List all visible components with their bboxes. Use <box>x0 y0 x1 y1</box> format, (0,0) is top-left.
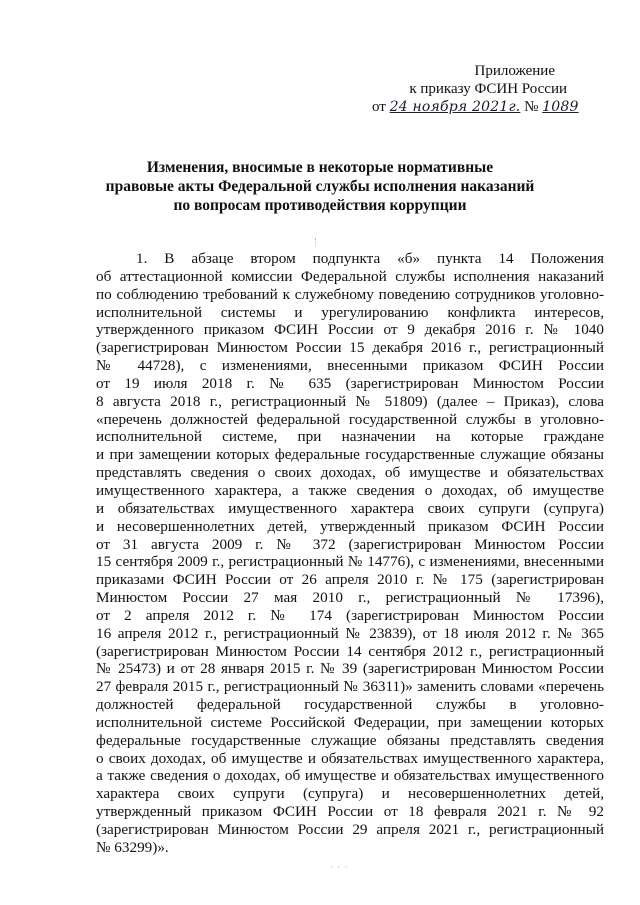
paragraph-line: (зарегистрирован Минюстом России 29 апреля 2021 г., регистрационный <box>96 821 604 838</box>
date-prefix: от <box>372 99 390 115</box>
paragraph-line: № 44728), с изменениями, внесенными приказом ФСИН России <box>96 357 604 375</box>
paragraph-line: приказами ФСИН России от 26 апреля 2010 г. № 175 (зарегистрирован <box>96 571 604 589</box>
paragraph-line: 27 февраля 2015 г., регистрационный № 36311)» заменить словами «перечень <box>96 678 604 696</box>
paragraph-line: 16 апреля 2012 г., регистрационный № 23839), от 18 июля 2012 г. № 365 <box>96 624 604 642</box>
paragraph-line: 1. В абзаце втором подпункта «б» пункта 14 Положения <box>136 250 604 267</box>
number-label: № <box>520 99 543 115</box>
paragraph-line: и несовершеннолетних детей, утвержденный приказом ФСИН России <box>96 517 604 535</box>
paragraph-line: об аттестационной комиссии Федеральной службы исполнения наказаний <box>96 267 604 285</box>
paragraph-line: а также сведения о доходах, об имуществе и обязательствах имущественного <box>96 767 604 785</box>
paragraph-line: № 63299)». <box>96 838 169 856</box>
paragraph-line: от 19 июля 2018 г. № 635 (зарегистрирован Минюстом России <box>96 374 604 392</box>
scan-mark <box>315 238 317 246</box>
paragraph-line: должностей федеральной государственной службы в уголовно- <box>96 696 604 714</box>
paragraph-line: о своих доходах, об имуществе и обязательствах имущественного характера, <box>96 749 604 767</box>
paragraph-line: и обязательствах имущественного характера своих супруги (супруга) <box>96 499 604 517</box>
appendix-date-number <box>372 98 612 116</box>
paragraph-line: Минюстом России 27 мая 2010 г., регистрационный № 17396), <box>96 589 604 607</box>
paragraph-line: 8 августа 2018 г., регистрационный № 51809) (далее – Приказ), слова <box>96 392 604 410</box>
paragraph-line: «перечень должностей федеральной государственной службы в уголовно- <box>96 410 604 428</box>
paragraph-line: (зарегистрирован Минюстом России 14 сентября 2012 г., регистрационный <box>96 642 604 660</box>
paragraph-line: от 2 апреля 2012 г. № 174 (зарегистрирован Минюстом России <box>96 606 604 624</box>
appendix-header <box>360 62 600 116</box>
paragraph-line: от 31 августа 2009 г. № 372 (зарегистрирован Минюстом России <box>96 535 604 553</box>
paragraph-line: 15 сентября 2009 г., регистрационный № 14776), с изменениями, внесенными <box>96 553 604 571</box>
paragraph-line: утвержденного приказом ФСИН России от 9 декабря 2016 г. № 1040 <box>96 321 604 339</box>
paragraph-line: утвержденный приказом ФСИН России от 18 февраля 2021 г. № 92 <box>96 803 604 821</box>
paragraph-line: (зарегистрирован Минюстом России 15 декабря 2016 г., регистрационный <box>96 339 604 357</box>
paragraph-1 <box>96 250 604 857</box>
scan-artifact: · · · <box>330 862 349 872</box>
paragraph-line: по соблюдению требований к служебному поведению сотрудников уголовно- <box>96 285 604 303</box>
title-line-2: правовые акты Федеральной службы исполнения наказаний <box>105 178 535 195</box>
appendix-order-ref: к приказу ФСИН России <box>409 81 567 97</box>
appendix-label: Приложение <box>474 63 555 79</box>
paragraph-line: и при замещении которых федеральные государственные служащие обязаны <box>96 446 604 464</box>
paragraph-line: имущественного характера, а также сведения о доходах, об имуществе <box>96 481 604 499</box>
title-line-3: по вопросам противодействия коррупции <box>173 197 467 214</box>
paragraph-line: № 25473) и от 28 января 2015 г. № 39 (зарегистрирован Минюстом России <box>96 660 604 678</box>
title-line-1: Изменения, вносимые в некоторые нормативные <box>146 159 494 176</box>
paragraph-line: представлять сведения о своих доходах, об имуществе и обязательствах <box>96 464 604 482</box>
handwritten-date: 24 ноября 2021г. <box>389 99 521 115</box>
paragraph-line: федеральные государственные служащие обязаны представлять сведения <box>96 731 604 749</box>
document-title <box>60 158 580 215</box>
paragraph-line: исполнительной системы и урегулированию конфликта интересов, <box>96 303 604 321</box>
paragraph-line: исполнительной системе Российской Федерации, при замещении которых <box>96 713 604 731</box>
paragraph-line: характера своих супруги (супруга) и несовершеннолетних детей, <box>96 785 604 803</box>
handwritten-number: 1089 <box>542 99 579 115</box>
paragraph-line: исполнительной системе, при назначении на которые граждане <box>96 428 604 446</box>
